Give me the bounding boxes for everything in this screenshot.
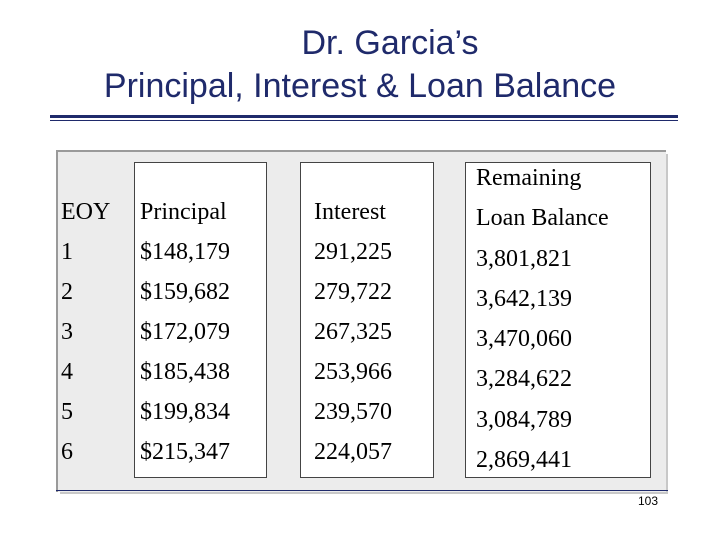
eoy-cell: 2: [61, 279, 73, 305]
page-number: 103: [638, 494, 659, 508]
interest-header: Interest: [314, 199, 386, 225]
eoy-cell: 3: [61, 319, 73, 345]
balance-cell: 3,801,821: [476, 245, 572, 272]
balance-cell: 2,869,441: [476, 447, 572, 474]
principal-cell: $148,179: [140, 239, 230, 265]
title-rule-thin: [50, 120, 678, 121]
balance-cell: 3,470,060: [476, 326, 572, 353]
balance-header-line-2: Loan Balance: [476, 205, 609, 232]
principal-cell: $199,834: [140, 399, 230, 425]
balance-cell: 3,642,139: [476, 285, 572, 312]
principal-header: Principal: [140, 199, 227, 225]
slide-title-line-2: Principal, Interest & Loan Balance: [103, 67, 617, 105]
balance-header-line-1: Remaining: [476, 165, 582, 191]
eoy-cell: 6: [61, 439, 73, 465]
balance-cell: 3,284,622: [476, 366, 572, 393]
interest-cell: 239,570: [314, 399, 392, 425]
principal-column: [140, 192, 230, 472]
interest-column: [314, 192, 392, 472]
interest-cell: 279,722: [314, 279, 392, 305]
principal-cell: $185,438: [140, 359, 230, 385]
eoy-cell: 1: [61, 239, 73, 265]
principal-cell: $159,682: [140, 279, 230, 305]
eoy-column: [61, 192, 110, 472]
eoy-cell: 4: [61, 359, 73, 385]
balance-column: [476, 158, 609, 480]
eoy-header: EOY: [61, 199, 111, 225]
interest-cell: 224,057: [314, 439, 392, 465]
interest-cell: 267,325: [314, 319, 392, 345]
interest-cell: 291,225: [314, 239, 392, 265]
title-rule-thick: [50, 115, 678, 118]
principal-cell: $172,079: [140, 319, 230, 345]
balance-cell: 3,084,789: [476, 406, 572, 433]
slide-title-line-1: Dr. Garcia’s: [301, 24, 479, 62]
footer-rule: [56, 490, 668, 491]
eoy-cell: 5: [61, 399, 73, 425]
principal-cell: $215,347: [140, 439, 230, 465]
interest-cell: 253,966: [314, 359, 392, 385]
